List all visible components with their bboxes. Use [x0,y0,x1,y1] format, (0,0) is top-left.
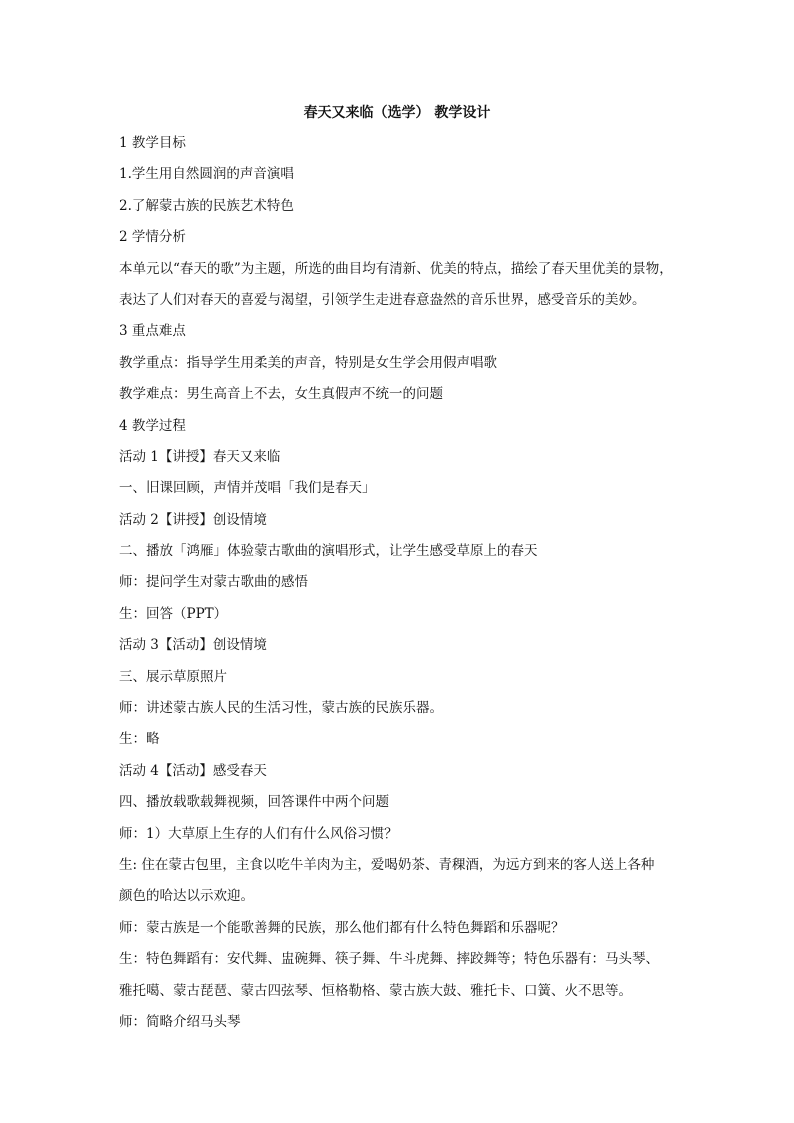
document-title: 春天又来临（选学） 教学设计 [303,105,491,121]
student-line-continued: 颜色的哈达以示欢迎。 [119,888,254,905]
section-heading-objectives: 1 教学目标 [119,135,186,151]
objective-item: 1.学生用自然圆润的声音演唱 [119,166,294,183]
paragraph-line: 表达了人们对春天的喜爱与渴望，引领学生走进春意盎然的音乐世界，感受音乐的美妙。 [119,291,646,308]
document-body [119,133,684,1043]
teacher-line: 师：简略介绍马头琴 [119,1013,241,1030]
teacher-line: 师：讲述蒙古族人民的生活习性，蒙古族的民族乐器。 [119,700,443,717]
student-line: 生：略 [119,731,160,748]
difficulty-line: 教学难点：男生高音上不去，女生真假声不统一的问题 [119,386,443,403]
student-line: 生: 住在蒙古包里，主食以吃牛羊肉为主，爱喝奶茶、青稞酒，为远方到来的客人送上各种 [119,856,655,873]
student-line: 生：回答（PPT） [119,605,228,622]
activity-heading: 活动 1【讲授】春天又来临 [119,448,281,465]
activity-step: 三、展示草原照片 [119,668,227,685]
activity-step: 二、播放「鸿雁」体验蒙古歌曲的演唱形式，让学生感受草原上的春天 [119,543,538,560]
activity-heading: 活动 3【活动】创设情境 [119,637,267,654]
teacher-line: 师：蒙古族是一个能歌善舞的民族，那么他们都有什么特色舞蹈和乐器呢？ [119,919,565,936]
key-point-line: 教学重点：指导学生用柔美的声音，特别是女生学会用假声唱歌 [119,354,497,371]
teacher-line: 师：1）大草原上生存的人们有什么风俗习惯？ [119,825,398,842]
section-heading-process: 4 教学过程 [119,417,186,434]
activity-step: 一、旧课回顾，声情并茂唱「我们是春天」 [119,480,376,497]
section-heading-key-points: 3 重点难点 [119,323,186,340]
student-line: 生：特色舞蹈有：安代舞、盅碗舞、筷子舞、牛斗虎舞、摔跤舞等；特色乐器有：马头琴、 [119,951,659,968]
objective-item: 2.了解蒙古族的民族艺术特色 [119,197,294,214]
activity-heading: 活动 2【讲授】创设情境 [119,511,267,528]
student-line-continued: 雅托噶、蒙古琵琶、蒙古四弦琴、恒格勒格、蒙古族大鼓、雅托卡、口簧、火不思等。 [119,982,632,999]
teacher-line: 师：提问学生对蒙古歌曲的感悟 [119,574,308,591]
paragraph-line: 本单元以“春天的歌”为主题，所选的曲目均有清新、优美的特点，描绘了春天里优美的景物， [119,260,673,277]
activity-heading: 活动 4【活动】感受春天 [119,762,267,779]
section-heading-analysis: 2 学情分析 [119,229,186,246]
activity-step: 四、播放载歌载舞视频，回答课件中两个问题 [119,794,389,811]
